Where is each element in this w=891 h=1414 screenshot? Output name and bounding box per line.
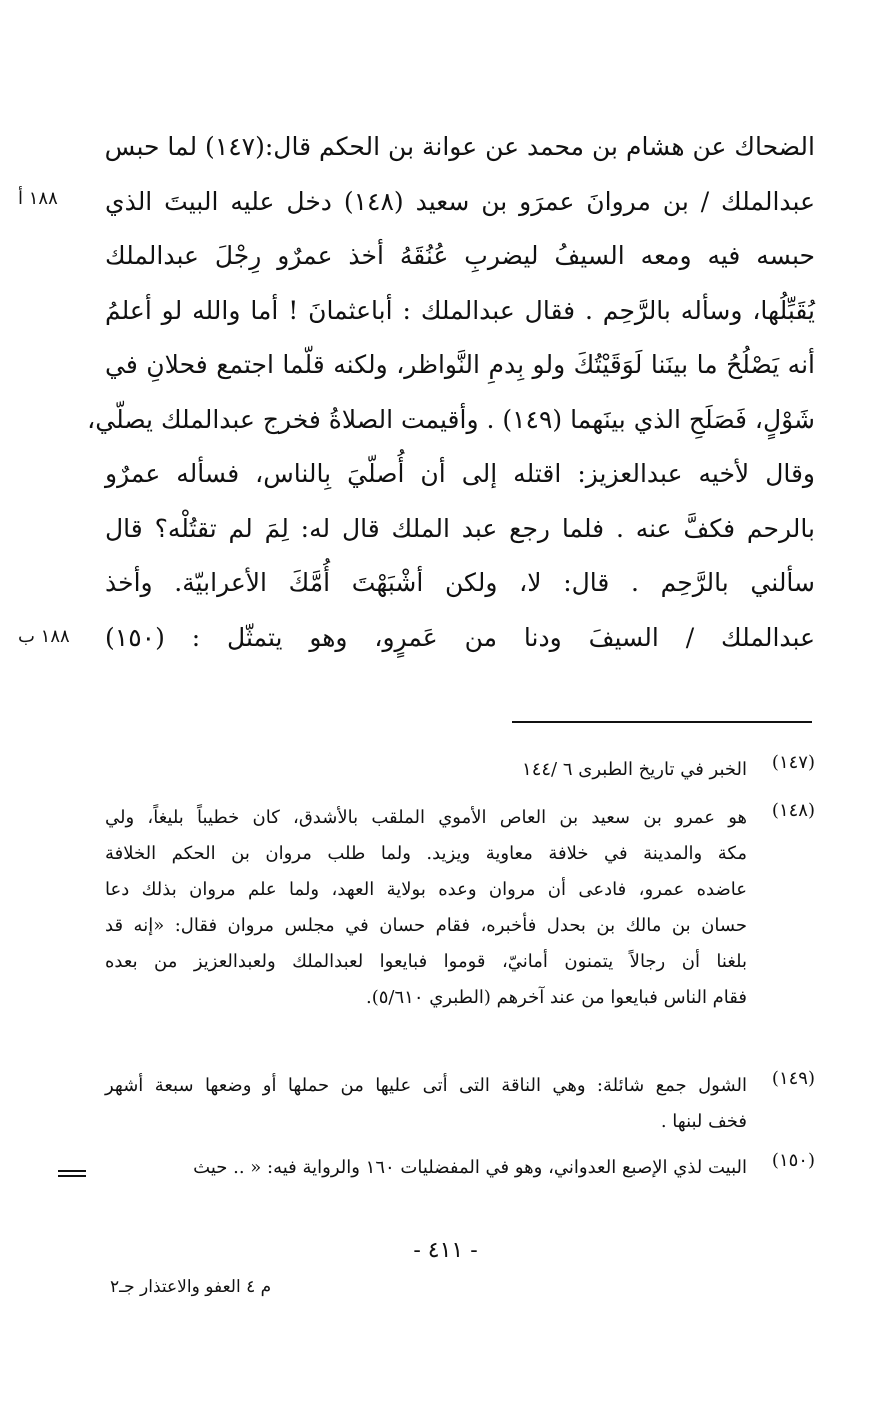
main-line: يُقَبِّلُها، وسأله بالرَّحِم . فقال عبدالملك : أباعثمانَ ! أما والله لو أعلمُ	[105, 295, 815, 325]
main-line: عبدالملك / السيفَ ودنا من عَمرٍو، وهو يتمثّل : (١٥٠)	[105, 622, 815, 652]
footnote-line: البيت لذي الإصبع العدواني، وهو في المفضليات ١٦٠ والرواية فيه: « .. حيث	[193, 1157, 747, 1178]
continuation-mark	[58, 1170, 86, 1180]
page-number: - ٤١١ -	[413, 1238, 478, 1263]
printer-signature: م ٤ العفو والاعتذار جـ٢	[110, 1277, 272, 1297]
footnote-149	[105, 1068, 815, 1140]
main-line: شَوْلٍ، فَصَلَحِ الذي بينَهما (١٤٩) . وأقيمت الصلاةُ فخرج عبدالملك يصلّي،	[87, 404, 815, 434]
footnote-line: الخبر في تاريخ الطبرى ٦ /١٤٤	[522, 759, 747, 780]
margin-folio-note: ١٨٨ ب	[18, 626, 70, 647]
footnote-147	[105, 752, 815, 788]
main-line: حبسه فيه ومعه السيفُ ليضربِ عُنُقَهُ أخذ عمرٌو رِجْلَ عبدالملك	[105, 241, 815, 270]
footnote-line: الشول جمع شائلة: وهي الناقة التى أتى عليها من حملها أو وضعها سبعة أشهر	[105, 1075, 747, 1096]
margin-folio-note: ١٨٨ أ	[18, 188, 58, 209]
footnote-separator	[512, 721, 812, 723]
footnote-line: مكة والمدينة في خلافة معاوية ويزيد. ولما طلب مروان بن الحكم الخلافة	[105, 843, 747, 864]
footnote-number: (١٤٧)	[771, 752, 815, 773]
footnote-line: حسان بن مالك بن بحدل فأخبره، فقام حسان في مجلس مروان فقال: «إنه قد	[105, 915, 747, 936]
main-line: وقال لأخيه عبدالعزيز: اقتله إلى أن أُصلّيَ بِالناس، فسأله عمرٌو	[105, 459, 815, 488]
main-line: عبدالملك / بن مروانَ عمرَو بن سعيد (١٤٨) دخل عليه البيتَ الذي	[105, 186, 816, 216]
footnote-line: عاضده عمرو، فادعى أن مروان وعده بولاية العهد، ولما علم مروان بذلك دعا	[105, 879, 747, 900]
footnote-line: فخف لبنها .	[660, 1111, 747, 1132]
main-text	[87, 120, 816, 665]
footnote-line: بلغنا أن رجالاً يتمنون أمانيّ، قوموا فبايعوا لعبدالملك ولعبدالعزيز من بعده	[105, 951, 747, 972]
footnote-150	[105, 1150, 815, 1186]
main-line: الضحاك عن هشام بن محمد عن عوانة بن الحكم قال:(١٤٧) لما حبس	[104, 132, 815, 161]
footnote-number: (١٥٠)	[771, 1150, 815, 1171]
footnote-line: هو عمرو بن سعيد بن العاص الأموي الملقب بالأشدق، كان خطيباً بليغاً، ولي	[105, 807, 747, 828]
footnote-number: (١٤٨)	[771, 800, 815, 821]
main-line: سألني بالرَّحِم . قال: لا، ولكن أشْبَهْتَ أُمَّكَ الأعرابيّة. وأخذ	[105, 568, 815, 597]
footnote-number: (١٤٩)	[771, 1068, 815, 1089]
footnote-line: فقام الناس فبايعوا من عند آخرهم (الطبري ٥/٦١٠).	[366, 987, 747, 1008]
footnote-148	[105, 800, 815, 1016]
main-line: أنه يَصْلُحُ ما بينَنا لَوَقَيْتُكَ ولو بِدمِ النَّواظر، ولكنه قلّما اجتمع فحلانِ في	[105, 350, 815, 379]
main-line: بالرحم فكفَّ عنه . فلما رجع عبد الملك قال له: لِمَ لم تقتُلْه؟ قال	[105, 513, 815, 543]
